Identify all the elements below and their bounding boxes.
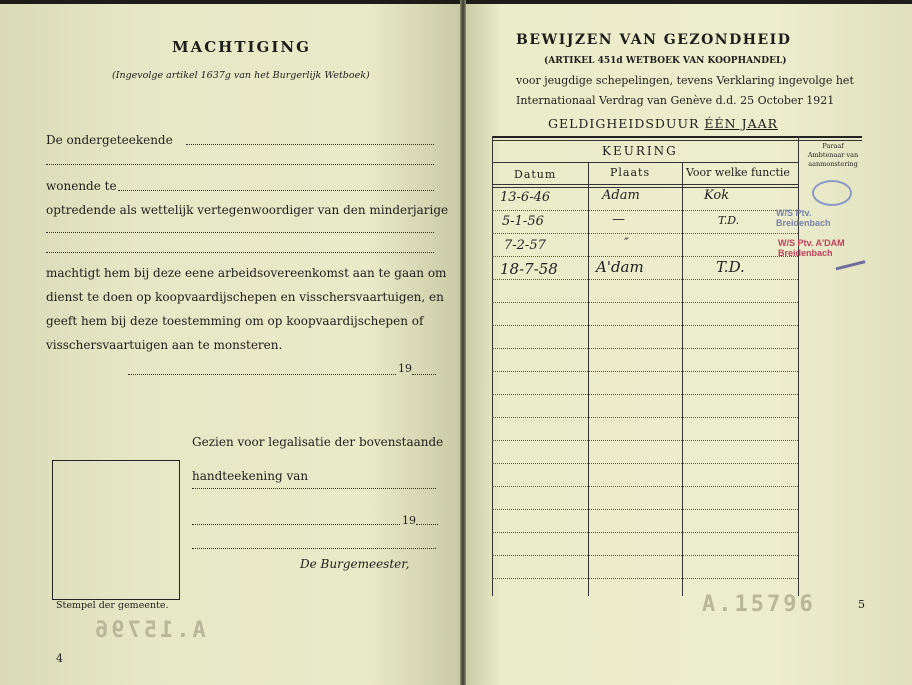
table-cell-place: A'dam — [596, 258, 644, 276]
column-header-function: Voor welke functie — [686, 166, 790, 179]
fill-line — [412, 374, 436, 375]
year-field: 19 — [398, 362, 412, 375]
page-title: MACHTIGING — [172, 38, 311, 56]
paragraph-line: dienst te doen op koopvaardijschepen en visschersvaartuigen, en — [46, 290, 444, 304]
page-number: 5 — [858, 598, 865, 611]
perforated-serial: A.15796 — [92, 618, 206, 643]
fill-line — [186, 144, 434, 145]
stamp-label: Stempel der gemeente. — [56, 600, 169, 611]
column-header-initials: Paraaf Ambtenaar van aanmonstering — [807, 142, 859, 168]
table-cell-date: 5-1-56 — [502, 214, 544, 229]
paragraph-line: geeft hem bij deze toestemming om op koopvaardijschepen of — [46, 314, 424, 328]
fill-line — [192, 524, 400, 525]
fill-line — [46, 232, 434, 233]
form-label-undersigned: De ondergeteekende — [46, 133, 173, 147]
perforated-serial: A.15796 — [702, 592, 816, 617]
legalisation-text: handteekening van — [192, 469, 309, 483]
mayor-signature-label: De Burgemeester, — [300, 557, 410, 571]
health-certificate-table — [492, 136, 862, 596]
table-cell-function: T.D. — [716, 258, 745, 276]
page-title: BEWIJZEN VAN GEZONDHEID — [516, 32, 792, 48]
official-stamp: W/S Ptv. Breidenbach — [776, 208, 831, 228]
paragraph-line: visschersvaartuigen aan te monsteren. — [46, 338, 283, 352]
page-subtitle: (Ingevolge artikel 1637g van het Burgerlijk Wetboek) — [112, 70, 370, 81]
book-spine — [460, 0, 466, 685]
validity-line — [548, 116, 778, 131]
table-cell-place: ″ — [624, 236, 629, 251]
page-number: 4 — [56, 652, 63, 665]
intro-line: voor jeugdige schepelingen, tevens Verklaring ingevolge het — [516, 74, 854, 87]
fill-line — [192, 548, 436, 549]
table-cell-date: 13-6-46 — [500, 190, 551, 205]
fill-line — [118, 190, 434, 191]
year-field: 19 — [402, 514, 416, 527]
table-cell-function: T.D. — [718, 214, 740, 227]
table-cell-date: 18-7-58 — [500, 260, 558, 278]
validity-value: ÉÉN JAAR — [704, 116, 779, 131]
fill-line — [46, 164, 434, 165]
legalisation-text: Gezien voor legalisatie der bovenstaande — [192, 435, 444, 449]
column-header-place: Plaats — [610, 166, 651, 179]
intro-line: Internationaal Verdrag van Genève d.d. 25 October 1921 — [516, 94, 835, 107]
table-cell-place: Adam — [602, 188, 640, 203]
fill-line — [192, 488, 436, 489]
form-label-representative: optredende als wettelijk vertegenwoordiger van den minderjarige — [46, 203, 449, 217]
right-page — [466, 4, 912, 685]
table-cell-function: Kok — [704, 188, 730, 203]
form-label-residence: wonende te — [46, 179, 117, 193]
table-cell-date: 7-2-57 — [504, 238, 546, 253]
official-stamp: W/S Ptv. A'DAM Breidenbach — [778, 238, 845, 258]
fill-line — [46, 252, 434, 253]
fill-line — [128, 374, 396, 375]
table-cell-place: — — [612, 212, 625, 227]
page-subtitle: (ARTIKEL 451d WETBOEK VAN KOOPHANDEL) — [544, 56, 787, 66]
municipal-stamp-box — [52, 460, 180, 600]
validity-label: GELDIGHEIDSDUUR — [548, 116, 700, 131]
signature-mark — [812, 180, 852, 206]
fill-line — [416, 524, 438, 525]
table-group-header: KEURING — [602, 144, 678, 158]
column-header-date: Datum — [514, 168, 557, 181]
left-page — [0, 4, 460, 685]
paragraph-line: machtigt hem bij deze eene arbeidsovereenkomst aan te gaan om — [46, 266, 447, 280]
